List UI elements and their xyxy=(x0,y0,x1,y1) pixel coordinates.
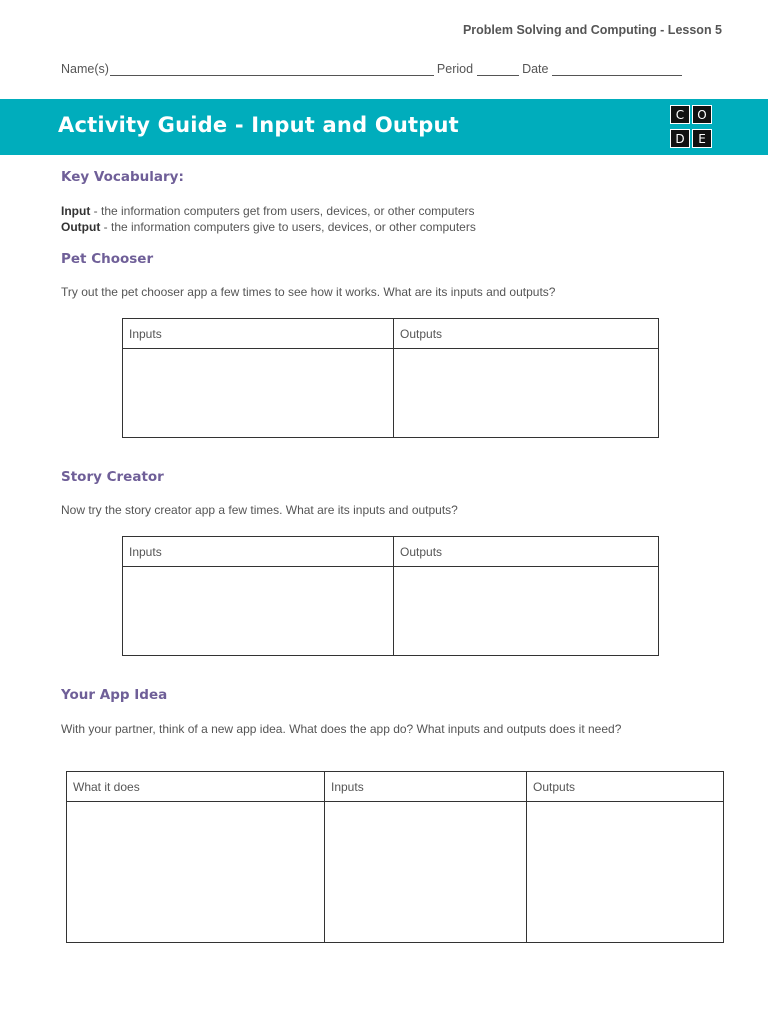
column-header-inputs: Inputs xyxy=(123,319,394,349)
column-header-inputs: Inputs xyxy=(325,772,527,802)
vocab-term: Output xyxy=(61,220,101,234)
what-it-does-answer-cell[interactable] xyxy=(67,802,325,943)
story-creator-table xyxy=(122,536,659,656)
section-heading-app-idea: Your App Idea xyxy=(61,687,168,703)
vocab-definition: - the information computers give to users, devices, or other computers xyxy=(100,220,476,234)
section-prompt: Try out the pet chooser app a few times to see how it works. What are its inputs and outputs? xyxy=(61,285,556,299)
column-header-outputs: Outputs xyxy=(527,772,724,802)
inputs-answer-cell[interactable] xyxy=(123,349,394,438)
name-label: Name(s) xyxy=(61,62,109,76)
date-field[interactable] xyxy=(552,62,682,76)
section-prompt: Now try the story creator app a few times. What are its inputs and outputs? xyxy=(61,503,458,517)
name-field[interactable] xyxy=(110,62,434,76)
vocabulary-heading: Key Vocabulary: xyxy=(61,169,184,185)
code-org-logo xyxy=(670,105,718,149)
period-label: Period xyxy=(436,62,474,76)
app-idea-table xyxy=(66,771,724,943)
logo-letter: O xyxy=(692,105,712,124)
outputs-answer-cell[interactable] xyxy=(394,567,659,656)
vocab-item-output xyxy=(61,220,476,234)
inputs-answer-cell[interactable] xyxy=(123,567,394,656)
outputs-answer-cell[interactable] xyxy=(394,349,659,438)
date-label: Date xyxy=(522,62,549,76)
course-lesson-label: Problem Solving and Computing - Lesson 5 xyxy=(462,23,722,37)
period-field[interactable] xyxy=(477,62,519,76)
column-header-what-it-does: What it does xyxy=(67,772,325,802)
outputs-answer-cell[interactable] xyxy=(527,802,724,943)
section-heading-story-creator: Story Creator xyxy=(61,469,164,485)
pet-chooser-table xyxy=(122,318,659,438)
column-header-outputs: Outputs xyxy=(394,537,659,567)
section-prompt: With your partner, think of a new app idea. What does the app do? What inputs and outputs does it need? xyxy=(61,722,622,736)
column-header-inputs: Inputs xyxy=(123,537,394,567)
vocab-term: Input xyxy=(61,204,91,218)
logo-letter: E xyxy=(692,129,712,148)
inputs-answer-cell[interactable] xyxy=(325,802,527,943)
logo-letter: C xyxy=(670,105,690,124)
vocab-definition: - the information computers get from users, devices, or other computers xyxy=(90,204,475,218)
column-header-outputs: Outputs xyxy=(394,319,659,349)
vocab-item-input xyxy=(61,204,475,218)
student-info-line xyxy=(61,62,685,76)
page-title: Activity Guide - Input and Output xyxy=(58,113,459,137)
section-heading-pet-chooser: Pet Chooser xyxy=(61,251,154,267)
logo-letter: D xyxy=(670,129,690,148)
title-banner xyxy=(0,99,768,155)
